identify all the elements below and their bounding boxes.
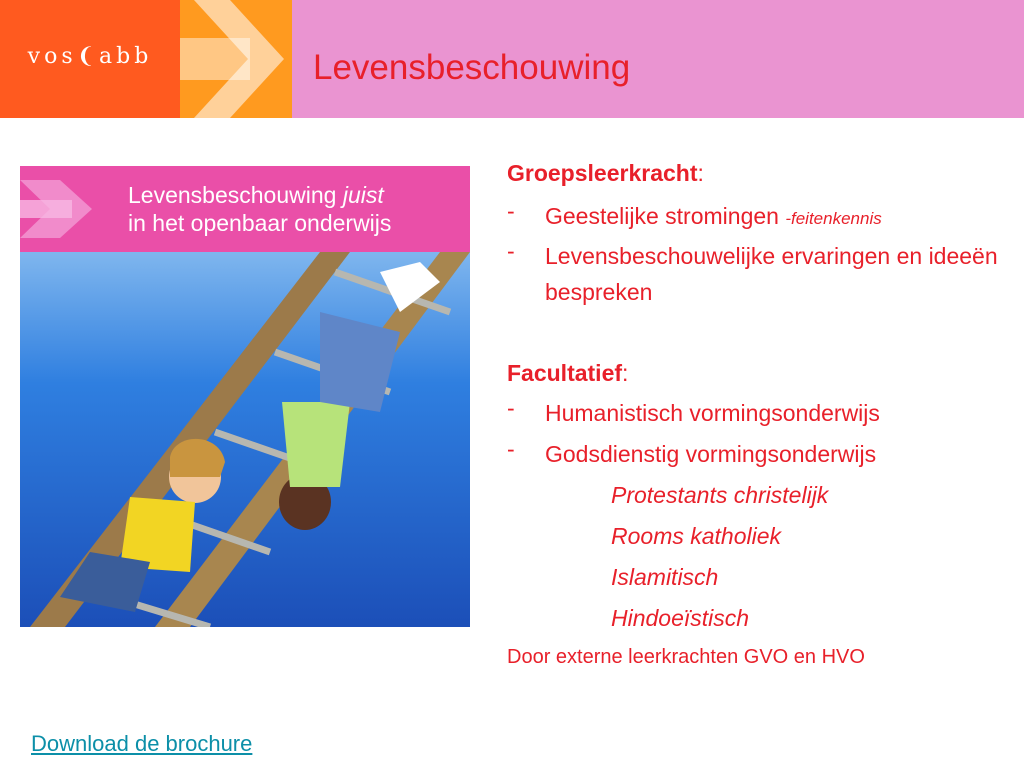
download-brochure-link[interactable]: Download de brochure: [31, 731, 253, 756]
header-bar: [0, 0, 1024, 118]
section-heading-facultatief: Facultatief:: [507, 360, 629, 386]
arrow-icon: [180, 0, 292, 118]
list-item: - Geestelijke stromingen -feitenkennis: [507, 198, 882, 229]
section-heading-groepsleerkracht: Groepsleerkracht:: [507, 160, 704, 186]
page-title: Levensbeschouwing: [313, 48, 631, 87]
brochure-arrow-icon: [20, 166, 120, 252]
sub-list-item: Hindoeïstisch: [611, 605, 750, 631]
logo: [0, 0, 180, 118]
logo-text: vos❨abb: [27, 44, 153, 69]
list-item: - Godsdienstig vormingsonderwijs: [507, 436, 877, 467]
sub-list-item: Islamitisch: [611, 564, 719, 590]
bullet-dash: -: [507, 198, 515, 224]
external-teachers-note: Door externe leerkrachten GVO en HVO: [507, 646, 865, 668]
sub-list-item: Rooms katholiek: [611, 523, 782, 549]
item-note: -feitenkennis: [785, 209, 882, 228]
children-climbing-ladder-photo: [20, 252, 470, 627]
sub-list-item: Protestants christelijk: [611, 482, 829, 508]
bullet-dash: -: [507, 395, 515, 421]
bullet-dash: -: [507, 436, 515, 462]
list-item: - Levensbeschouwelijke ervaringen en ideeën bespreken: [507, 238, 998, 305]
brochure-title-band: [20, 166, 470, 252]
list-item: - Humanistisch vormingsonderwijs: [507, 395, 880, 426]
brochure-cover-image: [20, 166, 470, 627]
brochure-title-line2: in het openbaar onderwijs: [128, 210, 392, 236]
bullet-dash: -: [507, 238, 515, 264]
brochure-title-line1: Levensbeschouwing juist: [128, 182, 384, 208]
